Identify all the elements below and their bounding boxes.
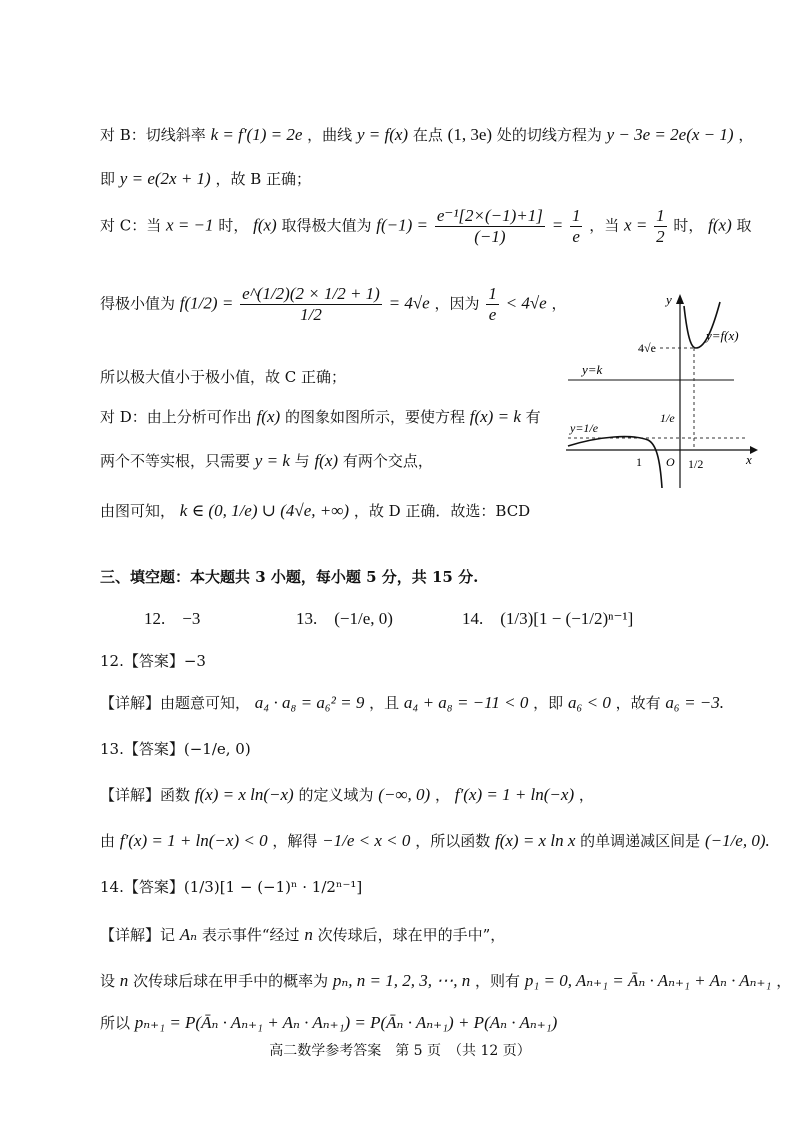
line-b2: 即 y = e(2x + 1) ，故 B 正确； [100, 169, 312, 188]
line-d1: 对 D：由上分析可作出 f(x) 的图象如图所示，要使方程 f(x) = k 有 [100, 407, 541, 426]
q14-detail-2: 设 n 次传球后球在甲手中的概率为 pₙ, n = 1, 2, 3, ⋯, n ，则有 p₁ = 0, Aₙ₊₁ = Āₙ · Aₙ₊₁ + Aₙ · Aₙ₊₁ ， [100, 971, 792, 990]
curve-left [568, 437, 662, 488]
y-axis-label: y [666, 292, 672, 307]
answer-13: 13. (−1/e, 0) [296, 609, 393, 628]
line-b1: 对 B：切线斜率 k = f′(1) = 2e ，曲线 y = f(x) 在点 (1, 3e) 处的切线方程为 y − 3e = 2e(x − 1) ， [100, 125, 754, 144]
origin-label: O [666, 455, 675, 469]
fraction: $\frac{1}{2}$ [656, 206, 665, 246]
fraction: $\frac{e\^{}(1/2)(2 \times 1/2 + 1)}{1/2}$ [242, 284, 380, 324]
q13-answer-heading: 13.【答案】(−1/e, 0) [100, 740, 251, 758]
q14-detail-3: 所以 pₙ₊₁ = P(Āₙ · Aₙ₊₁ + Aₙ · Aₙ₊₁) = P(Āₙ · Aₙ₊₁) + P(Aₙ · Aₙ₊₁) [100, 1013, 558, 1032]
line-c3: 所以极大值小于极小值，故 C 正确； [100, 368, 347, 386]
answer-12: 12. −3 [144, 609, 201, 628]
page-footer: 高二数学参考答案 第 5 页 （共 12 页） [269, 1043, 531, 1059]
label-1e-tick: 1/e [660, 411, 675, 425]
q14-detail-1: 【详解】记 Aₙ 表示事件“经过 n 次传球后，球在甲的手中”， [100, 925, 506, 944]
fraction: $\frac{\text{e⁻¹[2×(−1)+1]}}{(-1)}$ [436, 206, 543, 246]
q12-answer-heading: 12.【答案】−3 [100, 652, 206, 670]
tick-half: 1/2 [688, 457, 704, 471]
section-heading: 三、填空题：本大题共 3 小题，每小题 5 分，共 15 分. [100, 568, 479, 586]
function-graph [560, 288, 760, 493]
line-c2: 得极小值为 f(1/2) = $\frac{e\^{}(1/2)(2 \times 1/2 + 1)}{1/2}$ = 4√e ，因为 $\frac{1}{e}$ < 4√e ， [100, 284, 567, 324]
line-d2: 两个不等实根，只需要 y = k 与 f(x) 有两个交点， [100, 451, 433, 470]
x-axis-label: x [746, 452, 752, 467]
q13-detail-2: 由 f′(x) = 1 + ln(−x) < 0 ，解得 −1/e < x < 0 ，所以函数 f(x) = x ln x 的单调递减区间是 (−1/e, 0). [100, 831, 770, 850]
label-fx: y=f(x) [706, 328, 739, 343]
q12-detail: 【详解】由题意可知， a₄ · a₈ = a₆² = 9 ，且 a₄ + a₈ = −11 < 0 ，即 a₆ < 0 ，故有 a₆ = −3. [100, 693, 725, 712]
label-4sqrt-e: 4√e [638, 341, 656, 355]
line-c1: 对 C：当 x = −1 时， f(x) 取得极大值为 f(−1) = $\frac{\text{e⁻¹[2×(−1)+1]}}{(-1)}$ = $\frac{1}{e}$ ，当 x = $\frac{1}{2}$ 时， f(x) 取 [100, 206, 752, 246]
q14-answer-heading: 14.【答案】(1/3)[1 − (−1)ⁿ · 1/2ⁿ⁻¹] [100, 878, 363, 896]
answer-14: 14. (1/3)[1 − (−1/2)ⁿ⁻¹] [462, 609, 634, 628]
label-y-1e: y=1/e [570, 421, 599, 435]
q13-detail-1: 【详解】函数 f(x) = x ln(−x) 的定义域为 (−∞, 0) ， f′(x) = 1 + ln(−x) ， [100, 785, 594, 804]
tick-neg-1: 1 [636, 455, 642, 469]
fraction: $\frac{1}{e}$ [571, 206, 581, 246]
y-axis-arrow [676, 294, 684, 304]
line-d3: 由图可知， k ∈ (0, 1/e) ∪ (4√e, +∞) ，故 D 正确．故选：BCD [100, 501, 531, 520]
fraction: $\frac{1}{e}$ [488, 284, 497, 324]
label-y-k: y=k [582, 362, 603, 377]
